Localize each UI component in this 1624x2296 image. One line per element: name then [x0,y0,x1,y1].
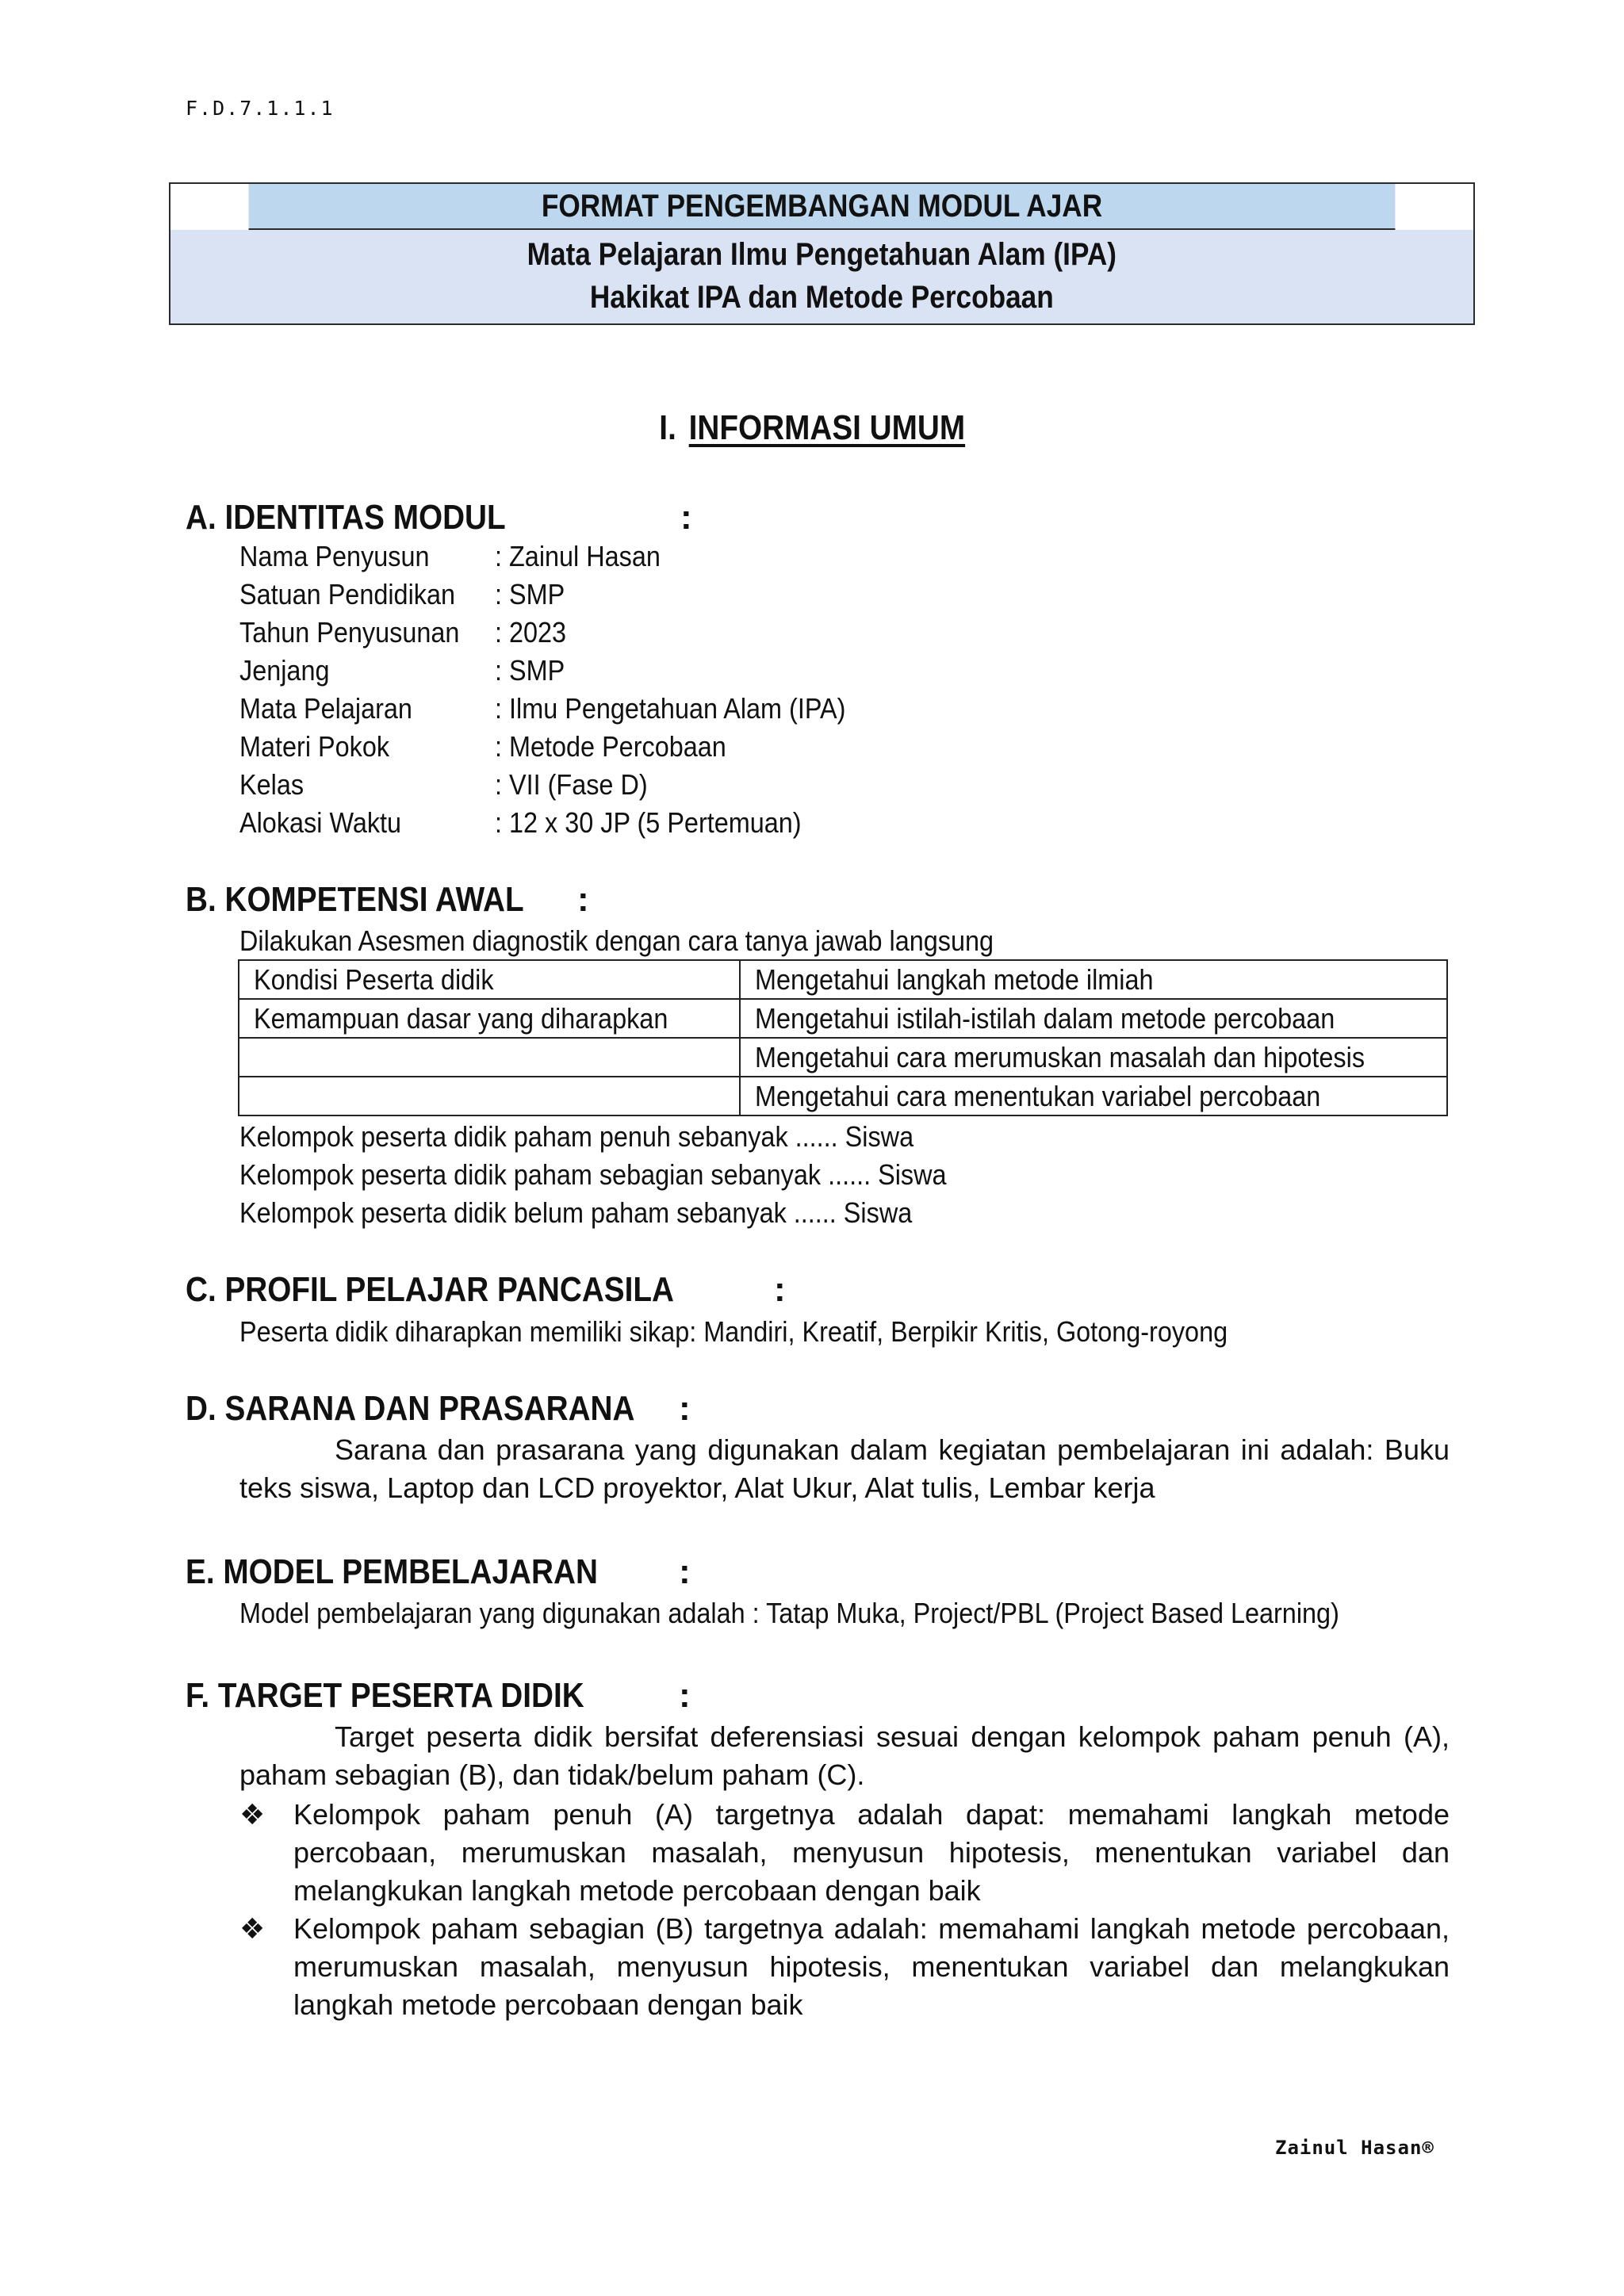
target-heading: F. TARGET PESERTA DIDIK : [186,1676,691,1715]
diamond-bullet-icon: ❖ [239,1798,266,1831]
section-heading [0,408,1624,448]
list-item: Alokasi Waktu : 12 x 30 JP (5 Pertemuan) [239,806,802,839]
section-number: I. [659,408,676,447]
title-box [169,182,1475,325]
list-item: Mata Pelajaran : Ilmu Pengetahuan Alam (IPA) [239,692,846,725]
target-section [239,1718,1450,2024]
list-item: Jenjang : SMP [239,654,565,687]
list-item: Kelompok peserta didik belum paham sebanyak ...... Siswa [239,1196,913,1229]
model-text: Model pembelajaran yang digunakan adalah : Tatap Muka, Project/PBL (Project Based Learning) [239,1597,1339,1629]
topic-title: Hakikat IPA dan Metode Percobaan [590,280,1054,315]
profil-heading: C. PROFIL PELAJAR PANCASILA : [186,1270,786,1309]
list-item: Kelompok peserta didik paham penuh sebanyak ...... Siswa [239,1120,914,1153]
footer-author: Zainul Hasan® [1275,2137,1434,2159]
list-item: Satuan Pendidikan : SMP [239,578,565,610]
module-format-title: FORMAT PENGEMBANGAN MODUL AJAR [249,184,1396,230]
title-subtitles [170,230,1473,323]
kompetensi-table [238,959,1448,1116]
list-item: Materi Pokok : Metode Percobaan [239,730,726,763]
kompetensi-intro: Dilakukan Asesmen diagnostik dengan cara tanya jawab langsung [239,924,994,957]
kompetensi-heading: B. KOMPETENSI AWAL : [186,880,589,919]
table-row: Kondisi Peserta didik Mengetahui langkah metode ilmiah [239,960,1447,999]
model-heading: E. MODEL PEMBELAJARAN : [186,1552,691,1591]
section-title: INFORMASI UMUM [688,408,965,447]
profil-text: Peserta didik diharapkan memiliki sikap: Mandiri, Kreatif, Berpikir Kritis, Gotong-royong [239,1315,1228,1348]
identitas-list [239,538,885,842]
document-code: F.D.7.1.1.1 [186,97,335,120]
sarana-text: Sarana dan prasarana yang digunakan dalam kegiatan pembelajaran ini adalah: Buku teks siswa, Laptop dan LCD proyektor, Alat Ukur, Alat tulis, Lembar kerja [239,1433,1450,1504]
subject-title: Mata Pelajaran Ilmu Pengetahuan Alam (IPA) [527,237,1117,272]
table-row: Mengetahui cara menentukan variabel percobaan [239,1077,1447,1115]
list-item: ❖ Kelompok paham sebagian (B) targetnya adalah: memahami langkah metode percobaan, merumuskan masalah, menyusun hipotesis, menentukan variabel dan melangkukan langkah metode percobaan dengan baik [239,1910,1450,2024]
group-list [239,1118,1025,1232]
sarana-heading: D. SARANA DAN PRASARANA : [186,1389,691,1428]
list-item: Nama Penyusun : Zainul Hasan [239,540,661,572]
list-item: Kelompok peserta didik paham sebagian sebanyak ...... Siswa [239,1158,947,1191]
diamond-bullet-icon: ❖ [239,1912,266,1945]
list-item: Kelas : VII (Fase D) [239,768,648,801]
table-row: Mengetahui cara merumuskan masalah dan hipotesis [239,1038,1447,1077]
target-intro: Target peserta didik bersifat deferensiasi sesuai dengan kelompok paham penuh (A), paham sebagian (B), dan tidak/belum paham (C). [239,1720,1450,1791]
table-row: Kemampuan dasar yang diharapkan Mengetahui istilah-istilah dalam metode percobaan [239,999,1447,1038]
identitas-heading: A. IDENTITAS MODUL : [186,498,692,537]
list-item: Tahun Penyusunan : 2023 [239,616,567,649]
list-item: ❖ Kelompok paham penuh (A) targetnya adalah dapat: memahami langkah metode percobaan, merumuskan masalah, menyusun hipotesis, menentukan variabel dan melangkukan langkah metode percobaan dengan baik [239,1796,1450,1910]
